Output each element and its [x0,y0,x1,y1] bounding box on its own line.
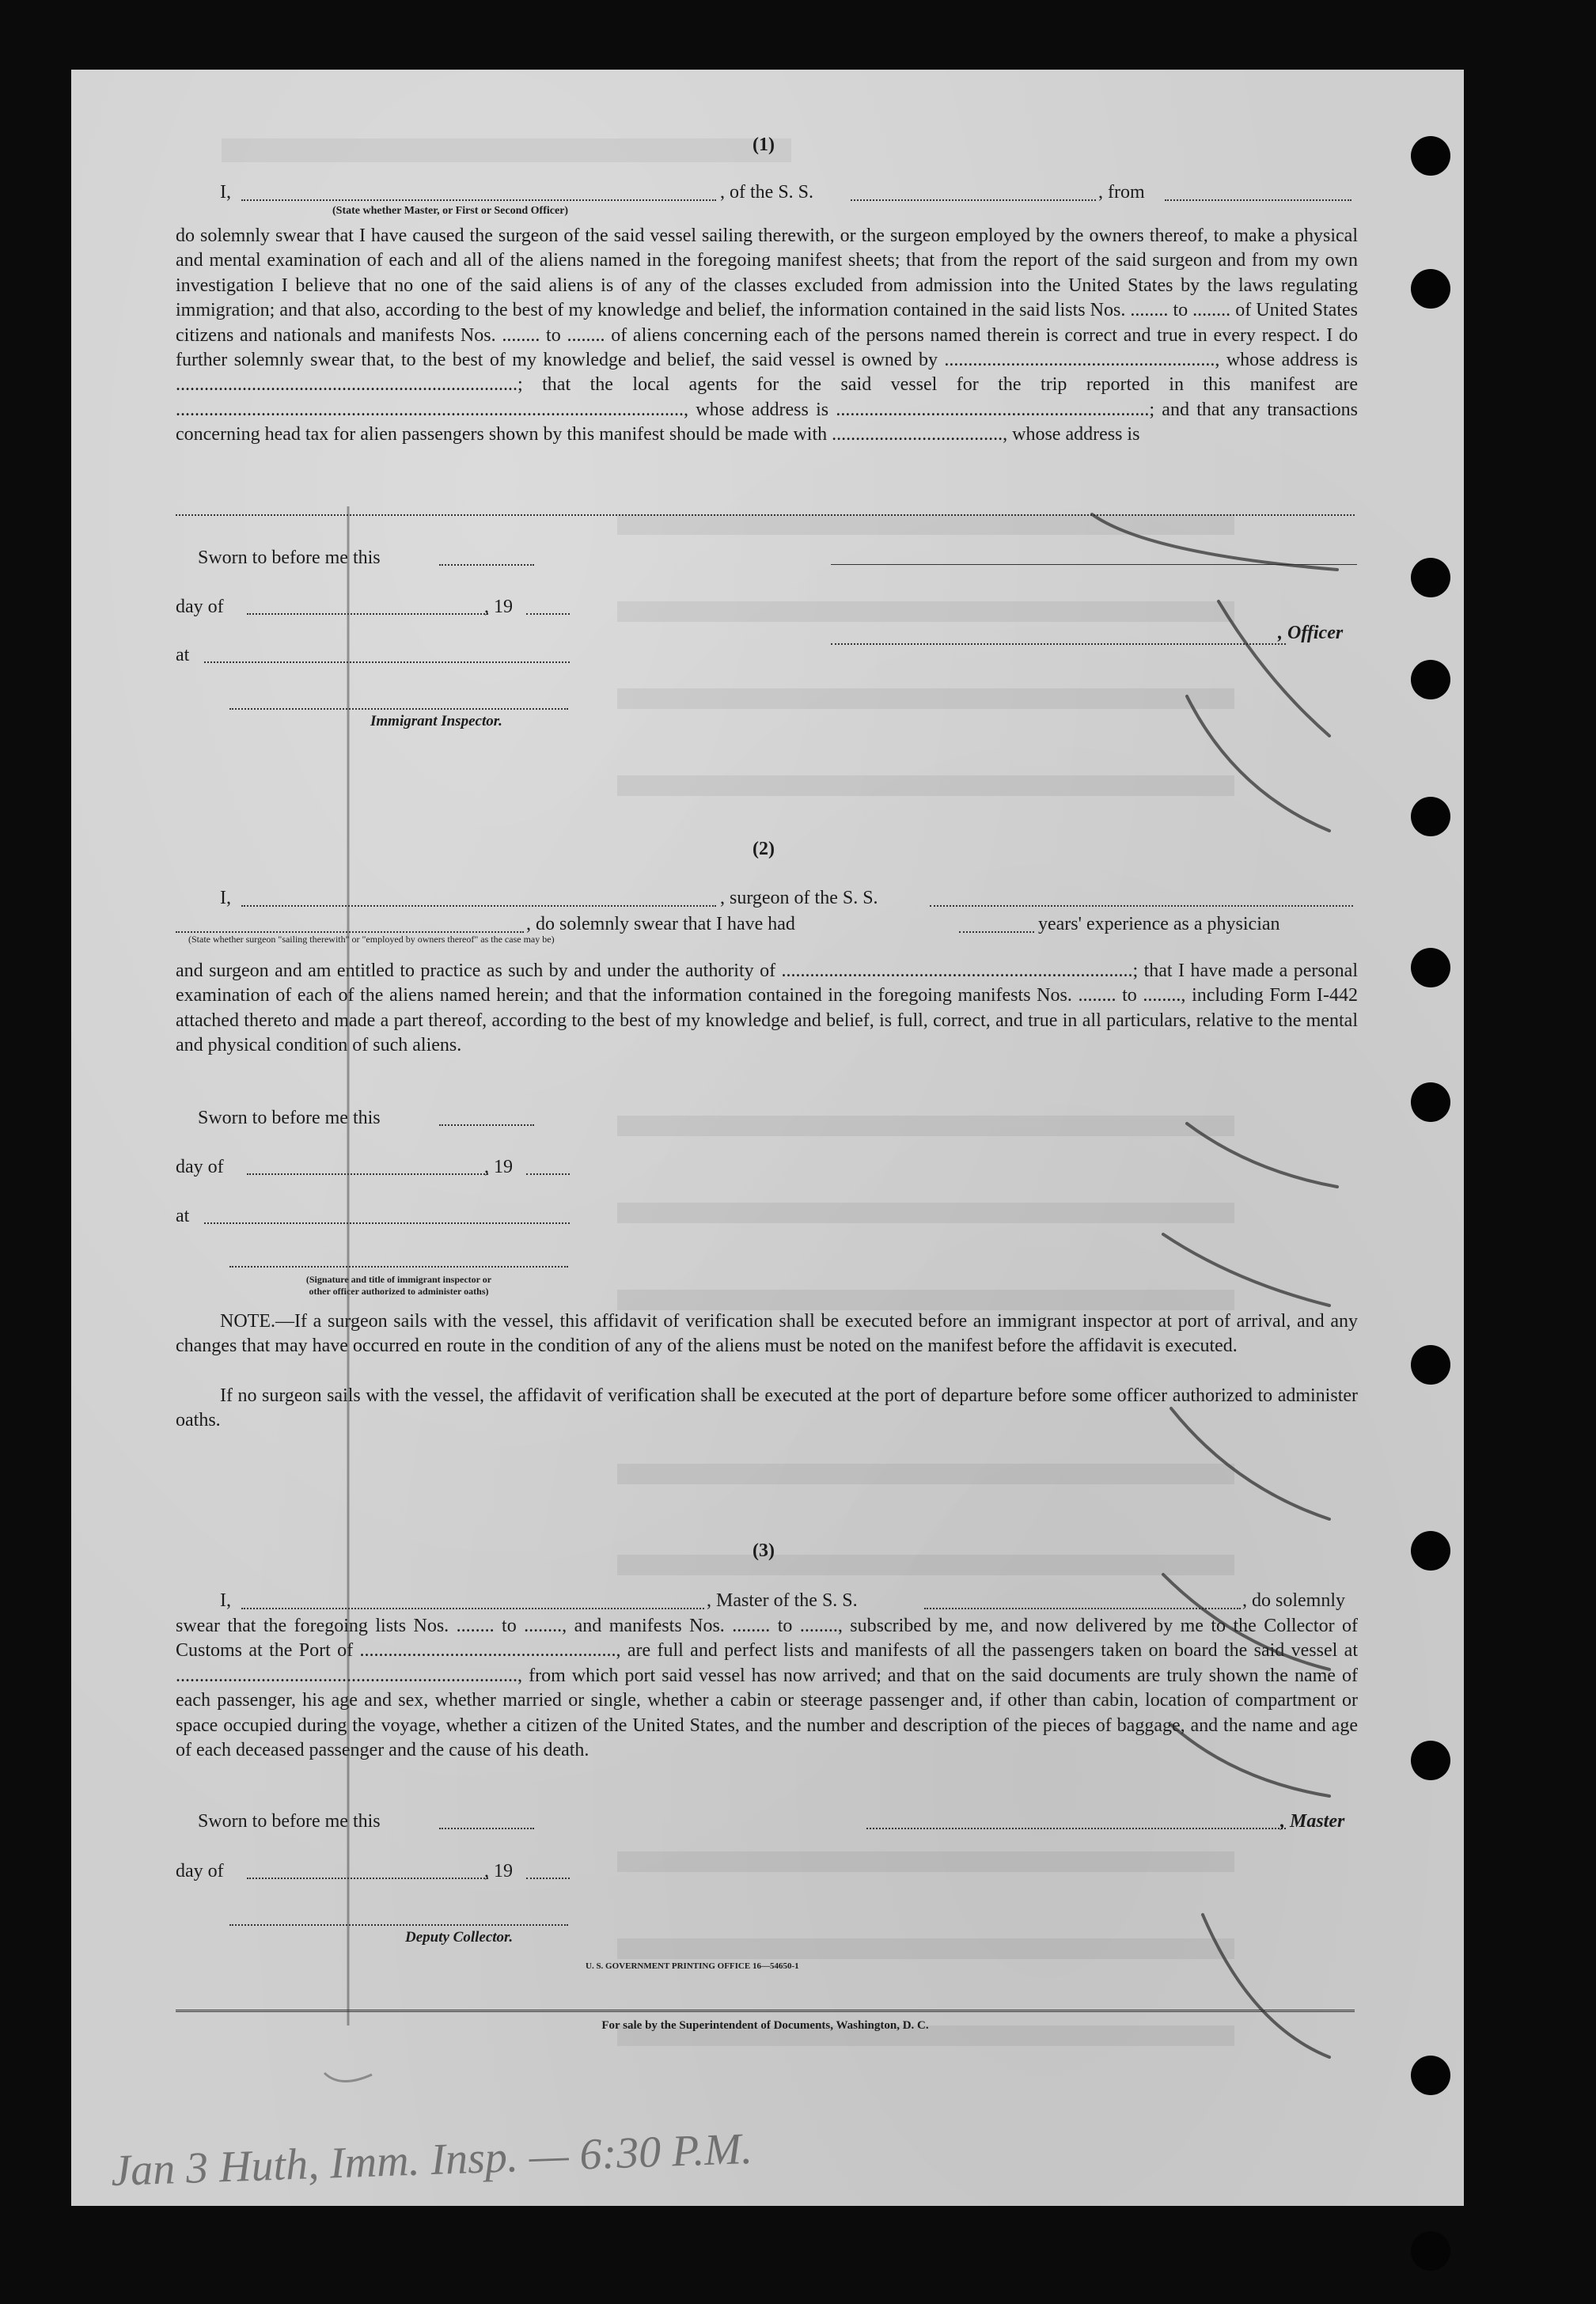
aff2-i: I, [220,888,231,908]
aff3-master-sig-label: , Master [1280,1811,1345,1832]
aff3-master-label: , Master of the S. S. [707,1590,858,1611]
aff2-at: at [176,1206,190,1226]
aff3-sworn: Sworn to before me this [198,1811,381,1832]
aff1-day-of: day of [176,597,224,617]
aff1-officer-note: (State whether Master, or First or Second Officer) [332,205,569,217]
aff2-signature-note-2: other officer authorized to administer oaths) [309,1286,489,1297]
aff2-note-2: If no surgeon sails with the vessel, the affidavit of verification shall be executed at the port of departure before some officer authorized to administer oaths. [176,1385,1358,1431]
section-number-3: (3) [753,1540,775,1561]
aff1-ss-label: , of the S. S. [720,182,814,203]
aff3-swear: , do solemnly [1242,1590,1345,1611]
aff1-body: do solemnly swear that I have caused the surgeon of the said vessel sailing therewith, or the surgeon employed by the owners thereof, to make a physical and mental examination of each and all of the aliens named in the foregoing manifest sheets; that from the report of the said surgeon and from my own investigation I believe that no one of the said aliens is of any of the classes excluded from admission into the United States by the laws regulating immigration; and that also, according to the best of my knowledge and belief, the information contained in the said lists Nos. ........ to ........ of United States citizens and nationals and manifests Nos. ........ to ........ of aliens concerning each of the persons named therein is correct and true in every respect. I do further solemnly swear that, to the best of my knowledge and belief, the said vessel is owned by ........................................................., whose address is ........................................................................; that the local agents for the said vessel for the trip reported in this manifest are ..........................................................................................................., whose address is ..................................................................; and that any transactions concerning head tax for alien passengers shown by this manifest should be made with ...................................., whose address is [176,225,1358,445]
aff2-signature-note-1: (Signature and title of immigrant inspector or [305,1274,492,1285]
aff1-sworn: Sworn to before me this [198,548,381,568]
aff3-year: , 19 [484,1861,513,1881]
section-number-2: (2) [753,839,775,859]
aff2-sworn: Sworn to before me this [198,1108,381,1128]
aff1-i: I, [220,182,231,203]
aff2-body: and surgeon and am entitled to practice as such by and under the authority of ..........................................................................; that I have made a personal examination of each of the aliens named herein; and that the information contained in the foregoing manifests Nos. ........ to ........, including Form I-442 attached thereto and made a part thereof, according to the best of my knowledge and belief, is full, correct, and true in all particulars, relative to the mental and physical condition of such aliens. [176,961,1358,1056]
aff3-day-of: day of [176,1861,224,1881]
aff2-surgeon-note: (State whether surgeon "sailing therewith" or "employed by owners thereof" as the case may be) [188,934,555,945]
aff2-year: , 19 [484,1157,513,1177]
aff1-officer-label: , Officer [1278,623,1344,643]
aff2-day-of: day of [176,1157,224,1177]
aff1-year: , 19 [484,597,513,617]
aff1-at: at [176,645,190,665]
aff1-from-label: , from [1098,182,1145,203]
aff3-i: I, [220,1590,231,1611]
handwritten-inspection-note: Jan 3 Huth, Imm. Insp. — 6:30 P.M. [110,2124,753,2196]
aff2-note-label: NOTE. [220,1311,275,1332]
aff2-swear: , do solemnly swear that I have had [526,914,795,934]
section-number-1: (1) [753,135,775,155]
gpo-imprint: U. S. GOVERNMENT PRINTING OFFICE 16—54650-1 [586,1961,799,1971]
aff2-years: years' experience as a physician [1038,914,1280,934]
aff1-inspector-label: Immigrant Inspector. [370,713,502,729]
footer-sale: For sale by the Superintendent of Documents, Washington, D. C. [601,2019,929,2032]
aff2-ss-label: , surgeon of the S. S. [720,888,878,908]
aff2-note-body: —If a surgeon sails with the vessel, this affidavit of verification shall be executed before an immigrant inspector at port of arrival, and any changes that may have occurred en route in the condition of any of the aliens must be noted on the manifest before the affidavit is executed. [176,1311,1358,1357]
aff3-body: swear that the foregoing lists Nos. ........ to ........, and manifests Nos. ........ to ........, subscribed by me, and now delivered by me to the Collector of Customs at the Port of ......................................................, are full and perfect lists and manifests of all the passengers taken on board the said vessel at ........................................................................, from which port said vessel has now arrived; and that on the said documents are truly shown the name of each passenger, his age and sex, whether married or single, whether a cabin or steerage passenger and, if other than cabin, location of compartment or space occupied during the voyage, whether a citizen of the United States, and the number and description of the pieces of baggage, and the name and age of each deceased passenger and the cause of his death. [176,1616,1358,1761]
aff3-deputy-label: Deputy Collector. [405,1929,514,1946]
